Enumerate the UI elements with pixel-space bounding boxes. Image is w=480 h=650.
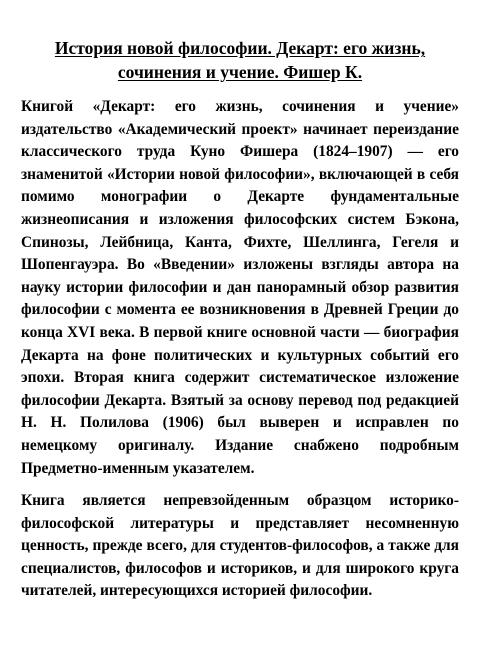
summary-paragraph: Книга является непревзойденным образцом историко-философской литературы и представляет несомненную ценность, прежде всего, для студентов-философов, а также для специалистов, философов и историков, и для широкого круга читателей, интересующихся историей философии. — [21, 492, 459, 600]
description-paragraph: Книгой «Декарт: его жизнь, сочинения и учение» издательство «Академический проект» начинает переиздание классического труда Куно Фишера (1824–1907) — его знаменитой «Истории новой философии», включающей в себя помимо монографии о Декарте фундаментальные жизнеописания и изложения философских систем Бэкона, Спинозы, Лейбница, Канта, Фихте, Шеллинга, Гегеля и Шопенгауэра. Во «Введении» изложены взгляды автора на науку истории философии и дан панорамный обзор развития философии с момента ее возникновения в Древней Греции до конца XVI века. В первой книге основной части — биография Декарта на фоне политических и культурных событий его эпохи. Вторая книга содержит систематическое изложение философии Декарта. Взятый за основу перевод под редакцией Н. Н. Полилова (1906) был выверен и исправлен по немецкому оригиналу. Издание снабжено подробным Предметно-именным указателем. — [21, 98, 459, 477]
document-title: История новой философии. Декарт: его жизнь, сочинения и учение. Фишер К. — [54, 38, 426, 82]
